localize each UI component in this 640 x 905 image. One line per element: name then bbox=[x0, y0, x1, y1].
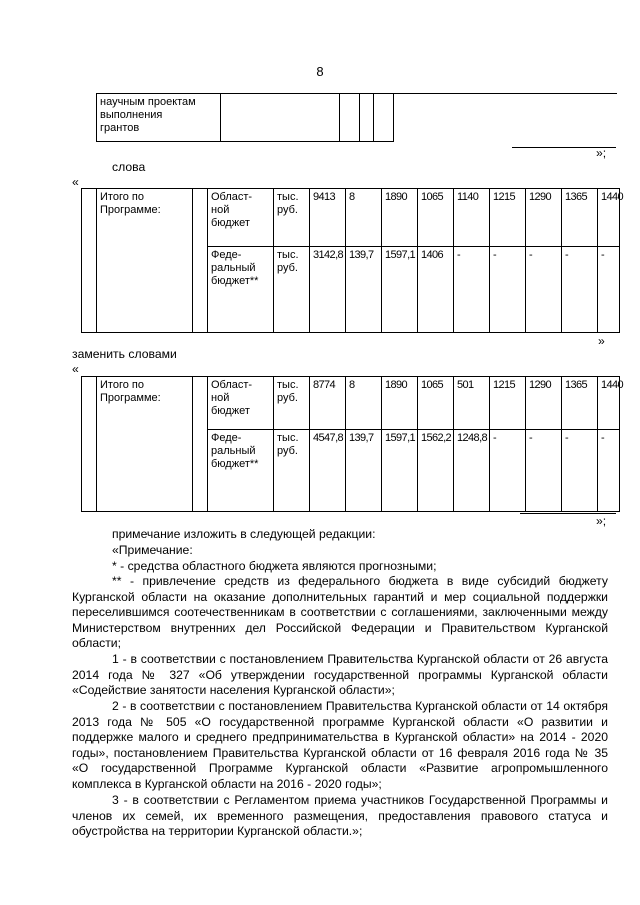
table-cell: - bbox=[562, 247, 598, 333]
label-words: слова bbox=[112, 160, 146, 174]
paragraph-note-intro: примечание изложить в следующей редакции: bbox=[112, 527, 376, 541]
table-cell: 1065 bbox=[418, 377, 454, 430]
table-cell: 1406 bbox=[418, 247, 454, 333]
table-cell: 4547,8 bbox=[310, 430, 346, 512]
old-source-regional: Област- ной бюджет bbox=[208, 189, 274, 247]
paragraph-note-heading: «Примечание: bbox=[112, 543, 193, 557]
table-cell: 1065 bbox=[418, 189, 454, 247]
table-cell: 1597,1 bbox=[382, 430, 418, 512]
table-cell: 1290 bbox=[526, 377, 562, 430]
table-cell: - bbox=[454, 247, 490, 333]
closing-quote-3: »; bbox=[596, 514, 607, 528]
new-total-table bbox=[81, 376, 624, 512]
closing-quote-1: »; bbox=[596, 146, 607, 160]
table-cell: - bbox=[562, 430, 598, 512]
old-unit-federal: тыс. руб. bbox=[274, 247, 310, 333]
table-cell: - bbox=[490, 430, 526, 512]
old-program-total-label: Итого по Программе: bbox=[97, 189, 193, 333]
table-cell: 1562,2 bbox=[418, 430, 454, 512]
table-cell: 8774 bbox=[310, 377, 346, 430]
old-unit-regional: тыс. руб. bbox=[274, 189, 310, 247]
table-cell: 1365 bbox=[562, 377, 598, 430]
new-unit-regional: тыс. руб. bbox=[274, 377, 310, 430]
paragraph-note-1: 1 - в соответствии с постановлением Правительства Курганской области от 26 августа 2014 года № 327 «Об утверждении государственной программы Курганской области «Содействие занятости населения Курганской области»; bbox=[72, 652, 608, 697]
table-cell: 1440 bbox=[598, 189, 620, 247]
table-cell: 1248,8 bbox=[454, 430, 490, 512]
table-cell: 1597,1 bbox=[382, 247, 418, 333]
table-cell: - bbox=[598, 247, 620, 333]
table-cell: - bbox=[598, 430, 620, 512]
new-source-regional: Област- ной бюджет bbox=[208, 377, 274, 430]
table-cell: 8 bbox=[346, 377, 382, 430]
table-cell: 1140 bbox=[454, 189, 490, 247]
new-unit-federal: тыс. руб. bbox=[274, 430, 310, 512]
table-cell: 1290 bbox=[526, 189, 562, 247]
paragraph-note-2: 2 - в соответствии с постановлением Правительства Курганской области от 14 октября 2013 года № 505 «О государственной программе Курганской области «О развитии и поддержке малого и среднего предпринимательства в Курганской области» на 2014 - 2020 годы», постановлением Правительства Курганской области от 16 февраля 2016 года № 35 «О государственной Программе Курганской области «Развитие агропромышленного комплекса в Курганской области на 2016 - 2020 годы»; bbox=[72, 699, 608, 791]
new-program-total-label: Итого по Программе: bbox=[97, 377, 193, 512]
label-replace: заменить словами bbox=[72, 347, 177, 361]
table-cell: 1890 bbox=[382, 377, 418, 430]
table-cell: 139,7 bbox=[346, 247, 382, 333]
table-cell: - bbox=[526, 430, 562, 512]
old-total-table bbox=[81, 188, 624, 333]
table-cell: - bbox=[490, 247, 526, 333]
page-number: 8 bbox=[316, 64, 324, 79]
paragraph-note-double-star: ** - привлечение средств из федерального бюджета в виде субсидий бюджету Курганской области на оказание дополнительных гарантий и мер социальной поддержки переселившимся соотечественникам в соответствии с соглашениями, заключенными между Министерством внутренних дел Российской Федерации и Правительством Курганской области; bbox=[72, 574, 608, 650]
open-quote-2: « bbox=[72, 362, 79, 376]
table-cell: 3142,8 bbox=[310, 247, 346, 333]
closing-quote-2: » bbox=[598, 334, 605, 348]
table-cell: - bbox=[526, 247, 562, 333]
table-cell: 1215 bbox=[490, 377, 526, 430]
table-cell: 1215 bbox=[490, 189, 526, 247]
top-fragment-table bbox=[96, 93, 617, 142]
table-cell: 8 bbox=[346, 189, 382, 247]
paragraph-note-3: 3 - в соответствии с Регламентом приема участников Государственной Программы и членов их семей, их временного размещения, предоставления правового статуса и обустройства на территории Курганской области.»; bbox=[72, 793, 608, 838]
top-fragment-text: научным проектам выполнения грантов bbox=[97, 94, 221, 142]
table-cell: 1440 bbox=[598, 377, 620, 430]
new-source-federal: Феде- ральный бюджет** bbox=[208, 430, 274, 512]
table-cell: 9413 bbox=[310, 189, 346, 247]
paragraph-note-star: * - средства областного бюджета являются прогнозными; bbox=[112, 559, 437, 573]
table-cell: 1890 bbox=[382, 189, 418, 247]
table-cell: 139,7 bbox=[346, 430, 382, 512]
table-cell: 1365 bbox=[562, 189, 598, 247]
old-source-federal: Феде- ральный бюджет** bbox=[208, 247, 274, 333]
open-quote-1: « bbox=[72, 175, 79, 189]
table-cell: 501 bbox=[454, 377, 490, 430]
